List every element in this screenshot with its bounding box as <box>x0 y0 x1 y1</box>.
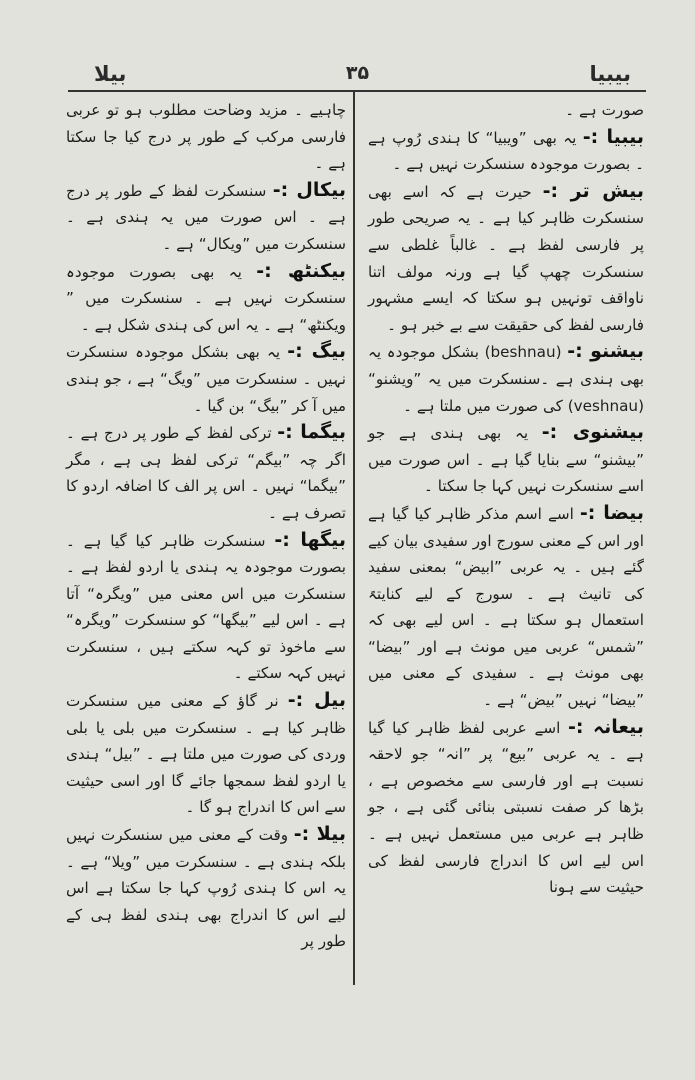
entry-text: یہ بھی ہندی ہے جو ”بیشنو“ سے بنایا گیا ہے ۔ اس صورت میں اسے سنسکرت نہیں کہا جا سکتا ۔ <box>368 424 644 496</box>
header-left-word: بیلا <box>94 62 127 86</box>
entry-headword: بیلا :- <box>293 823 346 846</box>
entry-headword: بیضا :- <box>579 501 644 524</box>
right-column <box>368 96 644 901</box>
entry <box>66 527 346 688</box>
entry-text: نر گاؤ کے معنی میں سنسکرت ظاہر کیا ہے ۔ سنسکرت میں بلی یا بلی وردی کی صورت میں ملتا ہے ۔ ”بیل“ ہندی یا اردو لفظ سمجھا جائے گا اور اسی حیثیت سے اس کا اندراج ہو گا ۔ <box>66 692 346 817</box>
header-rule <box>68 90 646 92</box>
entry <box>66 258 346 339</box>
entry <box>368 178 644 339</box>
left-column <box>66 96 346 955</box>
entry <box>66 96 346 177</box>
entry-headword: بیگ :- <box>287 340 346 363</box>
entry-text: حیرت ہے کہ اسے بھی سنسکرت ظاہر کیا ہے ۔ یہ صریحی طور پر فارسی لفظ ہے ۔ غالباً غلطی سے سنسکرت چھپ گیا ہے ورنہ مولف اتنا ناواقف تونہیں ہو سکتا کہ ایسے مشہور فارسی لفظ کی حقیقت سے بے خبر ہو ۔ <box>368 182 644 334</box>
entry <box>368 338 644 419</box>
column-divider <box>353 92 355 985</box>
entry <box>66 821 346 955</box>
entry <box>368 419 644 500</box>
entry-headword: بیگما :- <box>277 421 347 444</box>
entry-text: یہ بھی ”ویبیا“ کا ہندی رُوپ ہے ۔ بصورت موجودہ سنسکرت نہیں ہے ۔ <box>368 128 644 174</box>
entry <box>368 500 644 714</box>
entry-text: یہ بھی بشکل موجودہ سنسکرت نہیں ۔ سنسکرت میں ”ویگ“ ہے ، جو ہندی میں آ کر ”بیگ“ بن گیا ۔ <box>66 343 346 415</box>
entry <box>66 687 346 821</box>
entry <box>66 419 346 526</box>
entry <box>368 714 644 901</box>
entry-text: صورت ہے ۔ <box>565 101 644 119</box>
entry <box>368 124 644 178</box>
entry-headword: بیبیا :- <box>582 125 644 148</box>
page-header <box>70 58 645 92</box>
entry <box>66 177 346 258</box>
entry-headword: بیعانہ :- <box>568 715 644 738</box>
page-number: ۳۵ <box>345 62 370 84</box>
entry-text: اسے عربی لفظ ظاہر کیا گیا ہے ۔ یہ عربی ”بیع“ پر ”انہ“ جو لاحقہ نسبت ہے اور فارسی سے مخصوص ہے ، بڑھا کر صفت نسبتی بنائی گئی ہے ، جو ظاہر ہے عربی میں مستعمل نہیں ہے ۔ اس لیے اس کا اندراج فارسی لفظ کی حیثیت سے ہونا <box>368 718 644 897</box>
entry-text: وقت کے معنی میں سنسکرت نہیں بلکہ ہندی ہے ۔ سنسکرت میں ”ویلا“ ہے ۔ یہ اس کا ہندی رُوپ کہا جا سکتا ہے اس لیے اس کا اندراج بھی ہندی لفظ ہی کے طور پر <box>66 826 346 951</box>
entry-text: سنسکرت ظاہر کیا گیا ہے ۔ بصورت موجودہ یہ ہندی یا اردو لفظ ہے ۔ سنسکرت میں اس معنی میں ”ویگرہ“ آتا ہے ۔ اس لیے ”بیگھا“ کو سنسکرت ”ویگرہ“ سے ماخوذ تو کہہ سکتے ہیں ، سنسکرت نہیں کہہ سکتے ۔ <box>66 531 346 683</box>
entry-headword: بیشنو :- <box>567 340 644 363</box>
entry-text: سنسکرت لفظ کے طور پر درج ہے ۔ اس صورت میں یہ ہندی ہے ۔ سنسکرت میں ”ویکال“ ہے ۔ <box>66 181 346 253</box>
entry-headword: بیگھا :- <box>274 528 347 551</box>
entry <box>368 96 644 124</box>
entry-text: (beshnau) بشکل موجودہ یہ بھی ہندی ہے ۔سنسکرت میں یہ ”ویشنو“ (veshnau) کی صورت میں ملتا ہے ۔ <box>368 343 644 415</box>
entry <box>66 338 346 419</box>
entry-headword: بیکنٹھ :- <box>256 259 346 282</box>
entry-text: اسے اسم مذکر ظاہر کیا گیا ہے اور اس کے معنی سورج اور سفیدی بیان کیے گئے ہیں ۔ یہ عربی ”ابیض“ بمعنی سفید کی تانیث ہے ۔ سورج کے لیے کنایتہً استعمال ہو سکتا ہے ۔ اس لیے بھی کہ ”شمس“ عربی میں مونث ہے اور ”بیضا“ بھی مونث ہے ۔ سفیدی کے معنی میں ”بیضا“ نہیں ”بیض“ ہے ۔ <box>368 504 644 710</box>
header-right-word: بیبیا <box>589 62 631 86</box>
entry-headword: بیکال :- <box>272 178 346 201</box>
entry-headword: بیشنوی :- <box>541 421 644 444</box>
entry-headword: بیل :- <box>287 689 347 712</box>
entry-text: چاہیے ۔ مزید وضاحت مطلوب ہو تو عربی فارسی مرکب کے طور پر درج کیا جا سکتا ہے ۔ <box>66 101 346 173</box>
entry-text: یہ بھی بصورت موجودہ سنسکرت نہیں ہے ۔ سنسکرت میں ” ویکنٹھ“ ہے ۔ یہ اس کی ہندی شکل ہے ۔ <box>66 262 346 334</box>
entry-headword: بیش تر :- <box>542 179 645 202</box>
entry-text: ترکی لفظ کے طور پر درج ہے ۔ اگر چہ ”بیگم“ ترکی لفظ ہی ہے ، مگر ”بیگما“ نہیں ۔ اس پر الف کا اضافہ اردو کا تصرف ہے ۔ <box>66 424 346 522</box>
